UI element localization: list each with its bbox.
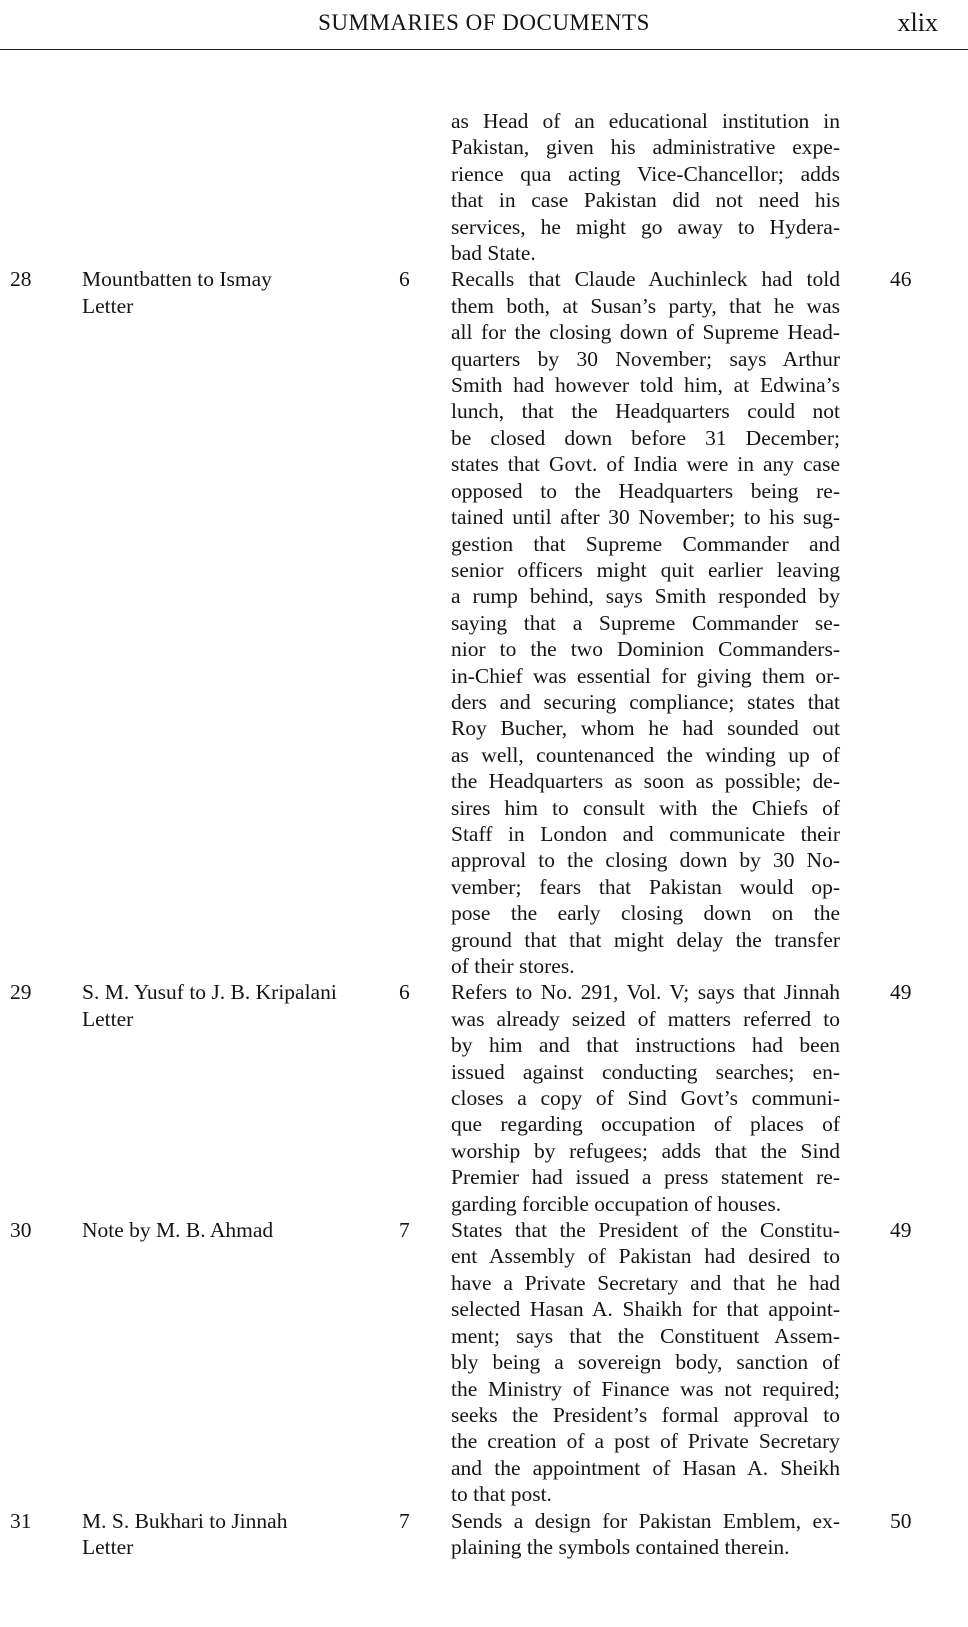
document-entry bbox=[0, 266, 968, 979]
entry-number: 28 bbox=[10, 267, 32, 292]
summary-line: in-Chief was essential for giving them or- bbox=[451, 663, 840, 688]
summary-line: rience qua acting Vice-Chancellor; adds bbox=[451, 161, 840, 186]
summary-line: Smith had however told him, at Edwina’s bbox=[451, 373, 840, 398]
continuation-entry bbox=[0, 108, 968, 266]
summary-line: ground that that might delay the transfer bbox=[451, 927, 840, 952]
summary-line: that in case Pakistan did not need his bbox=[451, 188, 840, 213]
summary-line: of their stores. bbox=[451, 954, 575, 978]
summary-line: tained until after 30 November; to his sug- bbox=[451, 505, 840, 530]
entry-document bbox=[82, 979, 382, 1032]
document-entry bbox=[0, 979, 968, 1217]
summary-line: was already seized of matters referred to bbox=[451, 1006, 840, 1031]
summary-line: que regarding occupation of places of bbox=[451, 1112, 840, 1137]
summary-line: as well, countenanced the winding up of bbox=[451, 742, 840, 767]
summary-line: Sends a design for Pakistan Emblem, ex- bbox=[451, 1508, 840, 1533]
entry-summary bbox=[451, 1217, 840, 1507]
entry-date: 7 bbox=[399, 1218, 410, 1243]
entry-type: Letter bbox=[82, 1534, 134, 1559]
summary-line: approval to the closing down by 30 No- bbox=[451, 848, 840, 873]
summary-line: senior officers might quit earlier leaving bbox=[451, 557, 840, 582]
summary-line: Pakistan, given his administrative expe- bbox=[451, 135, 840, 160]
summary-line: plaining the symbols contained therein. bbox=[451, 1534, 790, 1559]
entry-title: Note by M. B. Ahmad bbox=[82, 1218, 274, 1243]
summary-line: selected Hasan A. Shaikh for that appoint- bbox=[451, 1297, 840, 1322]
header-rule bbox=[0, 49, 968, 50]
summary-line: ent Assembly of Pakistan had desired to bbox=[451, 1244, 840, 1269]
summary-line: pose the early closing down on the bbox=[451, 901, 840, 926]
entry-document bbox=[82, 1217, 382, 1243]
summary-list bbox=[0, 108, 968, 1560]
summary-line: closes a copy of Sind Govt’s communi- bbox=[451, 1086, 840, 1111]
summary-line: all for the closing down of Supreme Head- bbox=[451, 320, 840, 345]
summary-line: states that Govt. of India were in any case bbox=[451, 452, 840, 477]
summary-line: gestion that Supreme Commander and bbox=[451, 531, 840, 556]
summary-line: and the appointment of Hasan A. Sheikh bbox=[451, 1455, 840, 1480]
running-title: SUMMARIES OF DOCUMENTS bbox=[318, 10, 650, 35]
summary-line: the Ministry of Finance was not required; bbox=[451, 1376, 840, 1401]
entry-document bbox=[82, 1508, 382, 1561]
summary-line: ment; says that the Constituent Assem- bbox=[451, 1323, 840, 1348]
summary-line: Staff in London and communicate their bbox=[451, 821, 840, 846]
page-folio: xlix bbox=[897, 8, 938, 37]
summary-line: Premier had issued a press statement re- bbox=[451, 1165, 840, 1190]
document-entry bbox=[0, 1508, 968, 1561]
entry-page: 46 bbox=[890, 267, 912, 292]
summary-line: services, he might go away to Hydera- bbox=[451, 214, 840, 239]
entry-date: 7 bbox=[399, 1508, 410, 1533]
entry-page: 49 bbox=[890, 980, 912, 1005]
summary-line: ders and securing compliance; states that bbox=[451, 689, 840, 714]
summary-line: Roy Bucher, whom he had sounded out bbox=[451, 716, 840, 741]
entry-type: Letter bbox=[82, 1006, 134, 1031]
summary-line: sires him to consult with the Chiefs of bbox=[451, 795, 840, 820]
summary-line: nior to the two Dominion Commanders- bbox=[451, 637, 840, 662]
entry-date: 6 bbox=[399, 267, 410, 292]
entry-title: Mountbatten to Ismay bbox=[82, 267, 272, 292]
entry-page: 49 bbox=[890, 1218, 912, 1243]
summary-line: the Headquarters as soon as possible; de- bbox=[451, 769, 840, 794]
summary-line: bly being a sovereign body, sanction of bbox=[451, 1350, 840, 1375]
entry-document bbox=[82, 266, 382, 319]
summary-line: worship by refugees; adds that the Sind bbox=[451, 1138, 840, 1163]
summary-line: saying that a Supreme Commander se- bbox=[451, 610, 840, 635]
entry-page: 50 bbox=[890, 1508, 912, 1533]
summary-line: to that post. bbox=[451, 1482, 552, 1507]
entry-title: S. M. Yusuf to J. B. Kripalani bbox=[82, 980, 337, 1005]
summary-line: vember; fears that Pakistan would op- bbox=[451, 874, 840, 899]
summary-line: opposed to the Headquarters being re- bbox=[451, 478, 840, 503]
entry-summary bbox=[451, 1508, 840, 1561]
entry-number: 30 bbox=[10, 1218, 32, 1243]
entry-summary bbox=[451, 266, 840, 979]
entry-number: 29 bbox=[10, 980, 32, 1005]
summary-line: lunch, that the Headquarters could not bbox=[451, 399, 840, 424]
document-entry bbox=[0, 1217, 968, 1507]
entry-date: 6 bbox=[399, 980, 410, 1005]
entry-title: M. S. Bukhari to Jinnah bbox=[82, 1508, 288, 1533]
summary-line: be closed down before 31 December; bbox=[451, 425, 840, 450]
running-head bbox=[0, 8, 968, 40]
summary-line: by him and that instructions had been bbox=[451, 1033, 840, 1058]
summary-line: Refers to No. 291, Vol. V; says that Jinnah bbox=[451, 980, 840, 1005]
summary-line: have a Private Secretary and that he had bbox=[451, 1270, 840, 1295]
summary-line: the creation of a post of Private Secretary bbox=[451, 1429, 840, 1454]
summary-line: as Head of an educational institution in bbox=[451, 109, 840, 133]
summary-line: States that the President of the Constitu- bbox=[451, 1218, 840, 1243]
entry-number: 31 bbox=[10, 1508, 32, 1533]
summary-line: quarters by 30 November; says Arthur bbox=[451, 346, 840, 371]
entry-type: Letter bbox=[82, 293, 134, 318]
summary-line: bad State. bbox=[451, 241, 536, 266]
summary-line: Recalls that Claude Auchinleck had told bbox=[451, 267, 840, 292]
continuation-summary bbox=[451, 108, 840, 266]
entry-summary bbox=[451, 979, 840, 1217]
summary-line: seeks the President’s formal approval to bbox=[451, 1402, 840, 1427]
summary-line: them both, at Susan’s party, that he was bbox=[451, 293, 840, 318]
summary-line: issued against conducting searches; en- bbox=[451, 1059, 840, 1084]
summary-line: a rump behind, says Smith responded by bbox=[451, 584, 840, 609]
summary-line: garding forcible occupation of houses. bbox=[451, 1191, 782, 1216]
